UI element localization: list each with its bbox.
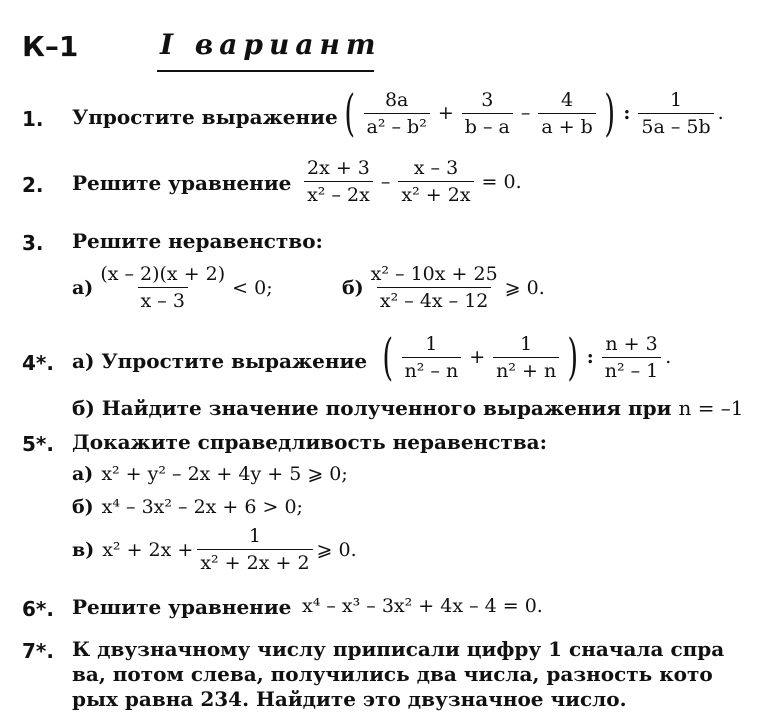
task-4b-math: n = –1 [678, 396, 744, 420]
fraction-1: $\frac{2x + 3}{\text{x² – 2x}}$ [304, 157, 373, 206]
task-3b-expression: б) $\frac{\text{x² – 10x + 25}}{\text{x² – 4x – 12}}$ ⩾ 0. [342, 263, 545, 312]
task-1-number: 1. [22, 107, 44, 131]
task-1-text: Упростите выражение [72, 105, 338, 129]
task-5-number: 5*. [22, 432, 54, 456]
fraction-2: $\frac{3}{b - a}$ [462, 89, 513, 138]
left-paren: ( [382, 328, 394, 386]
right-paren: ) [604, 84, 615, 142]
task-4b-text: б) Найдите значение полученного выражения при n = –1 [72, 396, 744, 420]
fraction-b: $\frac{\text{x² – 10x + 25}}{\text{x² – 4x – 12}}$ [370, 263, 498, 312]
task-2-number: 2. [22, 173, 44, 197]
task-1-expression: ( $\frac{8a}{\text{a² – b²}}$ + $\frac{3}{b - a}$ – $\frac{4}{a + b}$ ) : $\frac{1}{5a - 5b}$ . [344, 84, 724, 142]
task-4-number: 4*. [22, 351, 54, 375]
task-4-text: а) Упростите выражение [72, 349, 368, 373]
fraction-3: $\frac{n + 3}{\text{n² – 1}}$ [602, 333, 662, 382]
worksheet-code: К–1 [22, 30, 79, 63]
task-7-line-3: рых равна 234. Найдите это двузначное число. [72, 687, 627, 711]
task-5-text: Докажите справедливость неравенства: [72, 430, 547, 454]
task-6-expression: x⁴ – x³ – 3x² + 4x – 4 = 0. [302, 595, 543, 617]
task-4-expression: ( $\frac{1}{\text{n² – n}}$ + $\frac{1}{\text{n² + n}}$ ) : $\frac{n + 3}{\text{n² – 1}}$ . [382, 328, 672, 386]
task-3-text: Решите неравенство: [72, 229, 323, 253]
task-6-text: Решите уравнение [72, 595, 292, 619]
task-7-line-1: К двузначному числу приписали цифру 1 сначала спра [72, 637, 725, 661]
task-7-line-2: ва, потом слева, получились два числа, разность кото [72, 662, 713, 686]
left-paren: ( [344, 84, 356, 142]
fraction-1: $\frac{1}{\text{n² – n}}$ [402, 333, 462, 382]
fraction-3: $\frac{4}{a + b}$ [538, 89, 596, 138]
fraction-a: $\frac{(x - 2)(x + 2)}{x - 3}$ [100, 263, 226, 312]
task-3-number: 3. [22, 231, 44, 255]
variant-title: I вариант [160, 28, 382, 61]
task-5a-expression: а) x² + y² – 2x + 4y + 5 ⩾ 0; [72, 463, 348, 485]
task-7-number: 7*. [22, 639, 54, 663]
task-2-text: Решите уравнение [72, 171, 292, 195]
fraction-2: $\frac{x - 3}{\text{x² + 2x}}$ [398, 157, 473, 206]
task-6-number: 6*. [22, 597, 54, 621]
task-2-expression: $\frac{2x + 3}{\text{x² – 2x}}$ – $\frac{x - 3}{\text{x² + 2x}}$ = 0. [300, 157, 526, 206]
fraction-c: $\frac{1}{\text{x² + 2x + 2}}$ [197, 525, 312, 574]
fraction-1: $\frac{8a}{\text{a² – b²}}$ [364, 89, 430, 138]
task-3a-expression: а) $\frac{(x - 2)(x + 2)}{x - 3}$ < 0; [72, 263, 273, 312]
right-paren: ) [567, 328, 579, 386]
title-underline [157, 70, 374, 72]
fraction-4: $\frac{1}{5a - 5b}$ [638, 89, 713, 138]
task-5c-expression: в) x² + 2x + $\frac{1}{\text{x² + 2x + 2}}$ ⩾ 0. [72, 525, 357, 574]
fraction-2: $\frac{1}{\text{n² + n}}$ [493, 333, 559, 382]
task-5b-expression: б) x⁴ – 3x² – 2x + 6 > 0; [72, 496, 303, 518]
